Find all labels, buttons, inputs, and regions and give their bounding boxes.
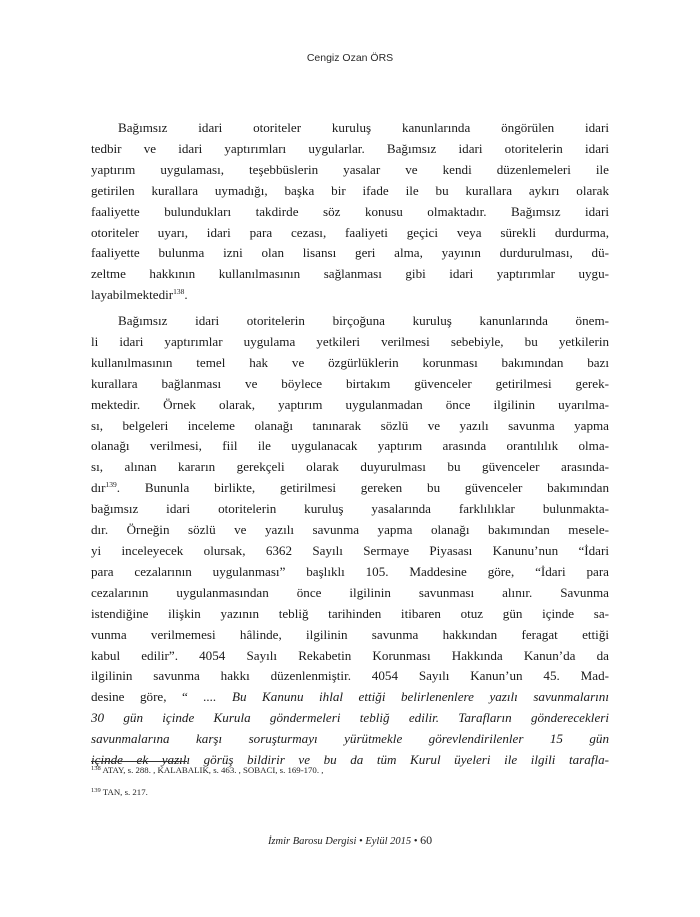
text-line: sı, belgeleri inceleme olanağı tanınarak sözlü ve yazılı savunma yapma	[91, 417, 609, 433]
text-line: yaptırım uygulaması, teşebbüslerin yasalar ve kendi düzenlemeleri ile	[91, 161, 609, 177]
footnote-number: 139	[91, 787, 101, 794]
text-line	[91, 478, 609, 499]
text-line: li idari yaptırımlar uygulama yetkileri verilmesi sebebiyle, bu yetkilerin	[91, 333, 609, 349]
text-line: bağımsız idari otoritelerin kuruluş yasalarında farklılıklar bulunmakta-	[91, 501, 609, 517]
footnote-text: ATAY, s. 288. , KALABALIK, s. 463. , SOBACI, s. 169-170. ,	[102, 765, 324, 775]
text-line: sı, alınan kararın gerekçeli olarak duyurulması bu güvenceler arasında-	[91, 459, 609, 475]
footnote-divider	[91, 761, 187, 762]
text-line: tedbir ve idari yaptırımları uygularlar. Bağımsız idari otoritelerin idari	[91, 140, 609, 156]
paragraph-2	[91, 311, 609, 771]
text-line: vunma verilmemesi hâlinde, ilgilinin savunma hakkından feragat ettiği	[91, 626, 609, 642]
paragraph-1	[91, 118, 609, 306]
text-fragment: desine göre, “	[91, 689, 204, 705]
text-line: Bağımsız idari otoriteler kuruluş kanunlarında öngörülen idari	[118, 120, 609, 135]
page-number: 60	[420, 833, 433, 847]
text-line: Bağımsız idari otoritelerin birçoğuna kuruluş kanunlarında önem-	[118, 313, 609, 328]
text-fragment: dır	[91, 480, 106, 496]
text-line: olanağı verilmesi, fiil ile uygulanacak yaptırım arasında orantılılık olma-	[91, 438, 609, 454]
text-line: kullanılmasının temel hak ve özgürlüklerin korunması bakımından bazı	[91, 354, 609, 370]
text-line: para cezalarının uygulanması” başlıklı 105. Maddesine göre, “İdari para	[91, 563, 609, 579]
journal-name: İzmir Barosu Dergisi • Eylül 2015 •	[267, 836, 418, 847]
quoted-text-line: içinde ek yazılı görüş bildirir ve bu da tüm Kurul üyeleri ile ilgili tarafla-	[91, 752, 609, 768]
quoted-text-line: savunmalarına karşı soruşturmayı yürütmekle görevlendirilenler 15 gün	[91, 731, 609, 747]
text-line: zeltme hakkının kullanılmasının sağlanması gibi idari yaptırımlar uygu-	[91, 266, 609, 282]
page-footer	[0, 833, 700, 848]
footnote-ref-139[interactable]: 139	[105, 480, 117, 490]
text-line: otoriteler uyarı, idari para cezası, faaliyeti geçici veya sürekli durdurma,	[91, 224, 609, 240]
footnote-138	[91, 765, 323, 775]
text-line: istendiğine ilişkin yazının tebliğ tarihinden itibaren otuz gün içinde sa-	[91, 605, 609, 621]
footnote-number: 138	[91, 765, 101, 772]
text-line: dır. Örneğin sözlü ve yazılı savunma yapma olanağı bakımından mesele-	[91, 522, 609, 538]
text-line: mektedir. Örnek olarak, yaptırım uygulanmadan önce ilgilinin uyarılma-	[91, 396, 609, 412]
quoted-text-line: 30 gün içinde Kurula göndermeleri tebliğ edilir. Tarafların gönderecekleri	[91, 710, 609, 726]
text-fragment: . Bununla birlikte, getirilmesi gereken bu güvenceler bakımından	[116, 480, 609, 496]
text-line: cezalarının uygulanmasından önce ilgilinin savunması alınır. Savunma	[91, 584, 609, 600]
text-line	[91, 285, 609, 306]
running-head: Cengiz Ozan ÖRS	[306, 52, 394, 64]
text-line: kurallara bağlanması ve böylece birtakım güvenceler getirilmesi gerek-	[91, 375, 609, 391]
text-line: faaliyette bulunma izni olan lisansı geri alma, yayının durdurulması, dü-	[91, 245, 609, 261]
text-line: faaliyette bulundukları takdirde söz konusu olmaktadır. Bağımsız idari	[91, 203, 609, 219]
footnote-text: TAN, s. 217.	[102, 787, 148, 797]
text-fragment: layabilmektedir	[91, 287, 174, 303]
footnote-ref-138[interactable]: 138	[173, 287, 185, 297]
text-line: getirilen kurallara uymadığı, başka bir ifade ile bu kurallara aykırı olarak	[91, 182, 609, 198]
quoted-text: .... Bu Kanunu ihlal ettiği belirlenenlere yazılı savunmalarını	[203, 689, 609, 705]
text-line: ilgilinin savunma hakkı düzenlenmiştir. 4054 Sayılı Kanun’un 45. Mad-	[91, 668, 609, 684]
text-line	[91, 687, 609, 708]
text-line: yi inceleyecek olursak, 6362 Sayılı Sermaye Piyasası Kanunu’nun “İdari	[91, 542, 609, 558]
text-line: kabul edilir”. 4054 Sayılı Rekabetin Korunması Hakkında Kanun’da da	[91, 647, 609, 663]
footnote-139	[91, 787, 148, 797]
text-fragment: .	[184, 287, 188, 303]
